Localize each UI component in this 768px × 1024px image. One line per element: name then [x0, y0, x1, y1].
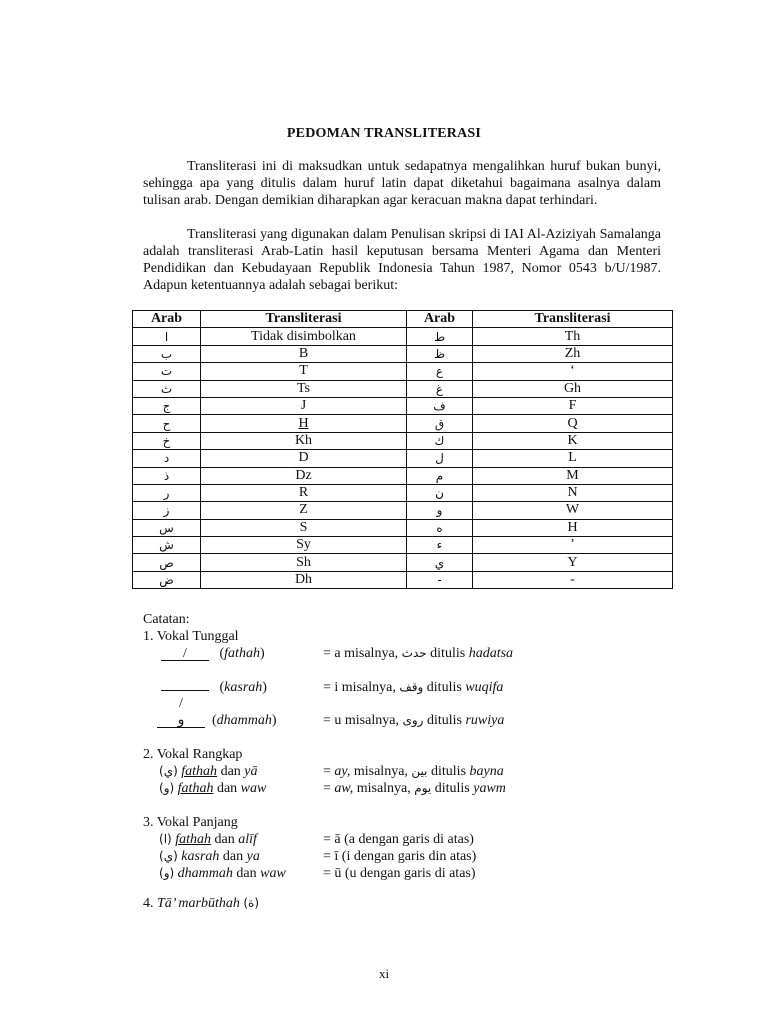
cell-arab-2: ل — [407, 450, 473, 467]
cell-transliterasi-2: N — [473, 484, 673, 501]
table-row — [133, 432, 673, 449]
long-i-vowel-name: kasrah — [181, 849, 220, 864]
long-i-arabic-letter: (ي) — [159, 849, 178, 863]
long-i-rule: = ī (i dengan garis din atas) — [323, 849, 477, 864]
cell-transliterasi-2: Q — [473, 415, 673, 432]
aw-arabic-letter: (و) — [159, 781, 175, 795]
cell-arab-1: ز — [133, 502, 201, 519]
long-a-arabic-letter: (ا) — [159, 832, 172, 846]
cell-transliterasi-1: D — [201, 450, 407, 467]
long-u-arabic-letter: (و) — [159, 866, 175, 880]
cell-transliterasi-2: K — [473, 432, 673, 449]
table-body — [133, 328, 673, 589]
dhammah-ditulis: ditulis — [426, 713, 462, 728]
cell-transliterasi-1: Z — [201, 502, 407, 519]
cell-transliterasi-2: ‘ — [473, 363, 673, 380]
ay-arabic-example: بين — [411, 764, 428, 778]
cell-arab-2: ط — [407, 328, 473, 345]
ta-marbuthah-number: 4. — [143, 896, 154, 911]
long-u-rule: = ū (u dengan garis di atas) — [323, 866, 476, 881]
section-ta-marbuthah — [143, 895, 259, 912]
cell-transliterasi-2: Zh — [473, 345, 673, 362]
cell-transliterasi-2: F — [473, 397, 673, 414]
cell-transliterasi-2: ’ — [473, 537, 673, 554]
cell-transliterasi-1: H — [201, 415, 407, 432]
cell-transliterasi-2: M — [473, 467, 673, 484]
cell-arab-1: ب — [133, 345, 201, 362]
transliteration-table — [132, 310, 673, 589]
cell-arab-2: ظ — [407, 345, 473, 362]
dhammah-name: dhammah — [216, 713, 272, 728]
long-a-rule: = ā (a dengan garis di atas) — [323, 832, 474, 847]
fathah-mark: / — [161, 648, 209, 661]
cell-arab-2: ء — [407, 537, 473, 554]
page-title: PEDOMAN TRANSLITERASI — [286, 126, 482, 141]
cell-arab-1: خ — [133, 432, 201, 449]
cell-arab-1: ص — [133, 554, 201, 571]
kasrah-ditulis: ditulis — [426, 680, 462, 695]
cell-transliterasi-2: W — [473, 502, 673, 519]
cell-transliterasi-1: B — [201, 345, 407, 362]
cell-arab-2: ع — [407, 363, 473, 380]
cell-arab-1: ش — [133, 537, 201, 554]
ay-value: ay, — [334, 764, 351, 779]
cell-arab-1: ر — [133, 484, 201, 501]
column-header-arab-2: Arab — [407, 311, 473, 328]
ay-latin-example: bayna — [469, 764, 504, 779]
aw-rule: misalnya, — [356, 781, 411, 796]
column-header-transliterasi-1: Transliterasi — [201, 311, 407, 328]
kasrah-latin-example: wuqifa — [465, 680, 504, 695]
ta-marbuthah-arabic: (ة) — [243, 896, 260, 910]
table-row — [133, 502, 673, 519]
aw-value: aw, — [334, 781, 354, 796]
cell-transliterasi-1: Ts — [201, 380, 407, 397]
cell-transliterasi-1: Kh — [201, 432, 407, 449]
fathah-rule: = a misalnya, — [323, 646, 399, 661]
dhammah-latin-example: ruwiya — [465, 713, 505, 728]
table-row — [133, 415, 673, 432]
aw-letter-name: waw — [240, 781, 267, 796]
table-row — [133, 537, 673, 554]
ay-arabic-letter: (ي) — [159, 764, 178, 778]
cell-transliterasi-1: Dz — [201, 467, 407, 484]
fathah-name: fathah — [224, 646, 260, 661]
aw-ditulis: ditulis — [434, 781, 470, 796]
cell-arab-2: غ — [407, 380, 473, 397]
page-number: xi — [378, 966, 390, 981]
cell-arab-1: ت — [133, 363, 201, 380]
fathah-latin-example: hadatsa — [468, 646, 514, 661]
column-header-transliterasi-2: Transliterasi — [473, 311, 673, 328]
cell-transliterasi-1: T — [201, 363, 407, 380]
long-u-vowel-name: dhammah — [177, 866, 233, 881]
cell-arab-1: س — [133, 519, 201, 536]
cell-transliterasi-2: H — [473, 519, 673, 536]
long-a-dan: dan — [214, 832, 235, 847]
long-i-dan: dan — [222, 849, 244, 864]
kasrah-name: kasrah — [224, 680, 263, 695]
dhammah-rule: = u misalnya, — [323, 713, 399, 728]
aw-arabic-example: يوم — [414, 781, 432, 795]
cell-transliterasi-2: Y — [473, 554, 673, 571]
cell-arab-1: ض — [133, 571, 201, 588]
cell-arab-1: د — [133, 450, 201, 467]
cell-arab-2: ه — [407, 519, 473, 536]
long-i-letter-name: ya — [246, 849, 260, 864]
ta-marbuthah-label: Tā’ marbūthah — [157, 896, 240, 911]
cell-transliterasi-1: R — [201, 484, 407, 501]
table-row — [133, 380, 673, 397]
cell-arab-2: ق — [407, 415, 473, 432]
aw-dan: dan — [216, 781, 238, 796]
section-vokal-rangkap-label: 2. Vokal Rangkap — [143, 747, 243, 762]
fathah-ditulis: ditulis — [430, 646, 466, 661]
cell-arab-2: ك — [407, 432, 473, 449]
table-row — [133, 484, 673, 501]
kasrah-mark: / — [179, 696, 183, 711]
cell-transliterasi-1: Sh — [201, 554, 407, 571]
table-row — [133, 571, 673, 588]
aw-latin-example: yawm — [473, 781, 506, 796]
long-u-letter-name: waw — [260, 866, 286, 881]
table-header-row — [133, 311, 673, 328]
cell-arab-1: ا — [133, 328, 201, 345]
ay-vowel-name: fathah — [181, 764, 218, 779]
cell-arab-1: ذ — [133, 467, 201, 484]
aw-vowel-name: fathah — [177, 781, 214, 796]
document-page: PEDOMAN TRANSLITERASI Transliterasi ini di maksudkan untuk sedapatnya mengalihkan huruf bukan bunyi, sehingga apa yang ditulis dalam huruf latin dapat diketahui bagaimana asalnya dalam tulisan arab. Dengan demikian diharapkan agar keracuan makna dapat terhindari. Transliterasi yang digunakan dalam Penulisan skripsi di IAI Al-Aziziyah Samalanga adalah transliterasi Arab-Latin hasil keputusan bersama Menteri Agama dan Menteri Pendidikan dan Kebudayaan Republik Indonesia Tahun 1987, Nomor 0543 b/U/1987. Adapun ketentuannya adalah sebagai berikut: Arab Transliterasi Arab Transliterasi ا Tidak disimbolkan ط Th ب B ظ Zh ت T ع ‘ ث Ts غ Gh ج J ف F ح H ق Q خ Kh ك K د D ل L ذ Dz م M ر R ن N ز Z و W س S ه H ش Sy ء ’ ص Sh ي Y ض Dh - - Catatan: 1. Vokal Tunggal / (fathah) = a misalnya, حدث ditulis hadatsa (kasrah) = i misalnya, وقف ditulis wuqifa / و (dhammah) = u misalnya, روى ditulis ruwiya 2. Vokal Rangkap (ي) fathah dan yā = ay, misalnya, بين ditulis bayna (و) fathah dan waw = aw, misalnya, يوم ditulis yawm 3. Vokal Panjang (ا) fathah dan alīf = ā (a dengan garis di atas) (ي) kasrah dan ya = ī (i dengan garis din atas) (و) dhammah dan waw = ū (u dengan garis di atas) 4. Tā’ marbūthah (ة) xi — [0, 0, 768, 1024]
cell-transliterasi-1: Tidak disimbolkan — [201, 328, 407, 345]
section-vokal-tunggal-label: 1. Vokal Tunggal — [143, 629, 239, 644]
fathah-arabic-example: حدث — [401, 646, 427, 660]
cell-transliterasi-2: Gh — [473, 380, 673, 397]
column-header-arab-1: Arab — [133, 311, 201, 328]
table-row — [133, 467, 673, 484]
cell-arab-1: ث — [133, 380, 201, 397]
table-row — [133, 397, 673, 414]
cell-arab-1: ج — [133, 397, 201, 414]
long-a-vowel-name: fathah — [175, 832, 211, 847]
long-a-letter-name: alīf — [238, 832, 257, 847]
dhammah-mark: و — [157, 715, 205, 728]
cell-arab-2: - — [407, 571, 473, 588]
cell-transliterasi-2: Th — [473, 328, 673, 345]
cell-transliterasi-2: L — [473, 450, 673, 467]
table-row — [133, 519, 673, 536]
dhammah-arabic-example: روى — [402, 713, 424, 727]
kasrah-arabic-example: وقف — [399, 680, 424, 694]
cell-arab-1: ح — [133, 415, 201, 432]
ay-rule: misalnya, — [353, 764, 408, 779]
notes-heading: Catatan: — [143, 612, 190, 627]
cell-arab-2: ي — [407, 554, 473, 571]
table-row — [133, 450, 673, 467]
paragraph-intro-text: Transliterasi ini di maksudkan untuk sedapatnya mengalihkan huruf bukan bunyi, sehingga apa yang ditulis dalam huruf latin dapat diketahui bagaimana asalnya dalam tulisan arab. Dengan demikian diharapkan agar keracuan makna dapat terhindari. — [143, 159, 661, 208]
table-row — [133, 345, 673, 362]
cell-arab-2: م — [407, 467, 473, 484]
table-row — [133, 328, 673, 345]
ay-ditulis: ditulis — [431, 764, 467, 779]
long-u-dan: dan — [236, 866, 257, 881]
kasrah-rule: = i misalnya, — [323, 680, 396, 695]
cell-transliterasi-2: - — [473, 571, 673, 588]
cell-arab-2: و — [407, 502, 473, 519]
cell-transliterasi-1: S — [201, 519, 407, 536]
paragraph-intro — [143, 158, 661, 209]
section-vokal-panjang-label: 3. Vokal Panjang — [143, 815, 238, 830]
cell-arab-2: ف — [407, 397, 473, 414]
paragraph-reference — [143, 226, 661, 294]
cell-transliterasi-1: Dh — [201, 571, 407, 588]
table-row — [133, 363, 673, 380]
table-row — [133, 554, 673, 571]
paragraph-reference-text: Transliterasi yang digunakan dalam Penulisan skripsi di IAI Al-Aziziyah Samalanga adalah transliterasi Arab-Latin hasil keputusan bersama Menteri Agama dan Menteri Pendidikan dan Kebudayaan Republik Indonesia Tahun 1987, Nomor 0543 b/U/1987. Adapun ketentuannya adalah sebagai berikut: — [143, 227, 661, 293]
cell-transliterasi-1: Sy — [201, 537, 407, 554]
cell-arab-2: ن — [407, 484, 473, 501]
ay-dan: dan — [220, 764, 241, 779]
cell-transliterasi-1: J — [201, 397, 407, 414]
ay-letter-name: yā — [244, 764, 258, 779]
